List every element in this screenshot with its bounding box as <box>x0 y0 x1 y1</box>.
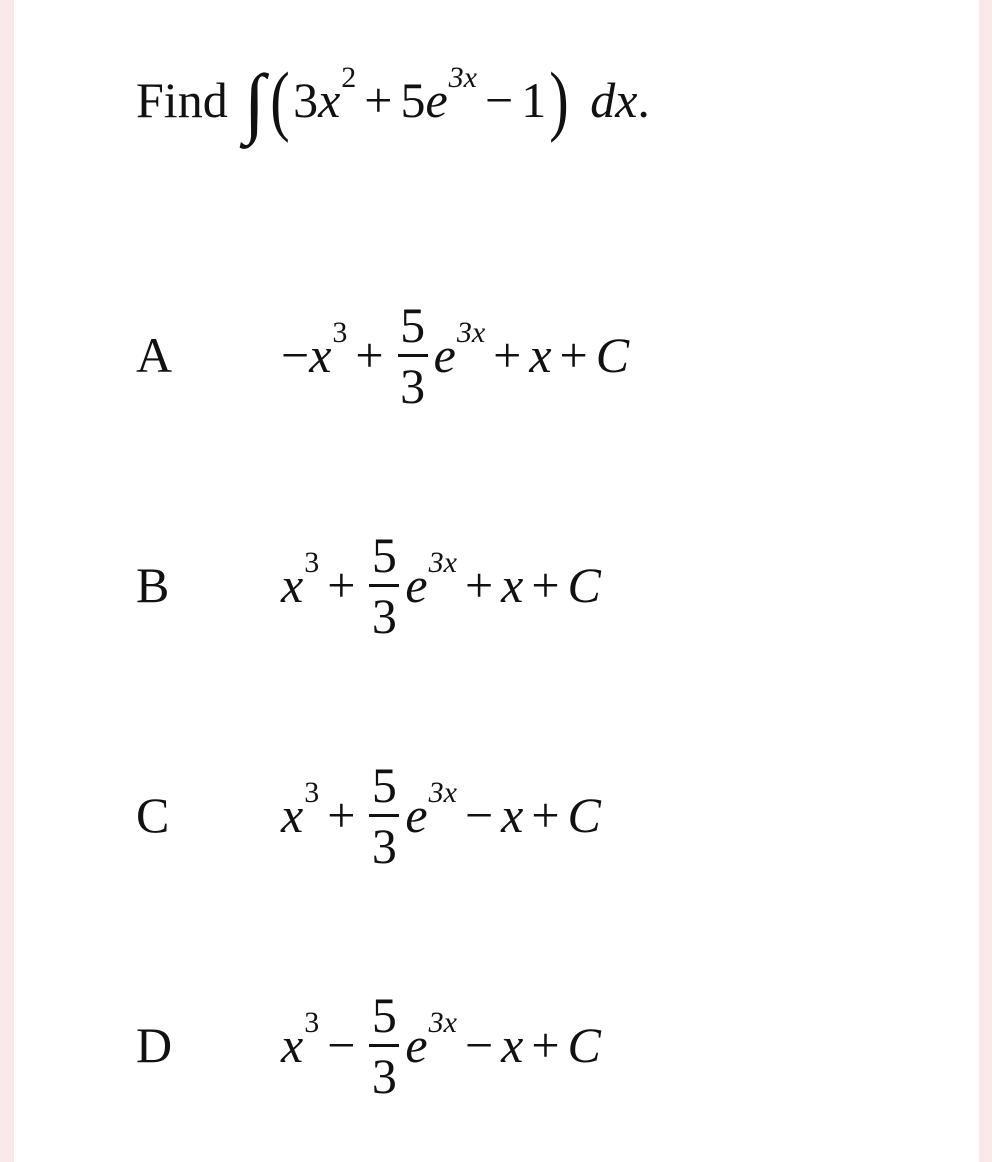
option-expression <box>281 756 601 874</box>
fraction <box>369 986 399 1104</box>
operator-1: + <box>327 557 356 613</box>
cubic-variable: x <box>281 1017 304 1073</box>
option-letter: C <box>136 787 170 843</box>
exponential-base: e <box>405 787 428 843</box>
option-letter: B <box>136 557 170 613</box>
fraction <box>398 296 428 414</box>
term1-coefficient: 3 <box>293 72 319 128</box>
question-prefix: Find <box>136 72 228 128</box>
term2-base: e <box>425 72 448 128</box>
plus-operator: + <box>364 72 393 128</box>
option-d[interactable] <box>136 970 601 1120</box>
cubic-exponent: 3 <box>332 316 348 349</box>
exponential-base: e <box>405 557 428 613</box>
option-expression <box>281 986 601 1104</box>
operator-2: − <box>464 1017 494 1073</box>
differential: dx <box>590 72 638 128</box>
exponential-power: 3x <box>428 776 457 809</box>
cubic-variable: x <box>309 327 332 383</box>
integral-sign: ∫ <box>243 58 266 145</box>
fraction <box>369 756 399 874</box>
fraction-denominator: 3 <box>371 817 397 874</box>
term3-constant: 1 <box>521 72 547 128</box>
linear-variable: x <box>529 327 552 383</box>
question-period: . <box>637 72 650 128</box>
option-a[interactable] <box>136 280 629 430</box>
fraction-numerator: 5 <box>371 526 397 583</box>
operator-1: + <box>327 787 356 843</box>
linear-variable: x <box>501 1017 524 1073</box>
operator-3: + <box>559 327 588 383</box>
constant-of-integration: C <box>567 787 601 843</box>
operator-3: + <box>531 787 560 843</box>
operator-3: + <box>531 1017 560 1073</box>
operator-2: + <box>464 557 494 613</box>
option-b[interactable] <box>136 510 601 660</box>
cubic-variable: x <box>281 557 304 613</box>
lead-sign: − <box>281 327 310 383</box>
fraction-denominator: 3 <box>371 1047 397 1104</box>
open-paren: ( <box>270 56 290 143</box>
fraction-numerator: 5 <box>371 756 397 813</box>
constant-of-integration: C <box>595 327 630 383</box>
minus-operator: − <box>485 72 514 128</box>
term2-exponent: 3x <box>448 61 477 94</box>
exponential-power: 3x <box>456 316 486 349</box>
close-paren: ) <box>549 56 569 143</box>
operator-2: − <box>464 787 494 843</box>
exponential-power: 3x <box>428 546 457 579</box>
operator-1: + <box>355 327 384 383</box>
fraction-numerator: 5 <box>400 296 426 353</box>
cubic-variable: x <box>281 787 304 843</box>
cubic-exponent: 3 <box>304 776 320 809</box>
linear-variable: x <box>501 787 524 843</box>
option-c[interactable] <box>136 740 601 890</box>
option-letter: D <box>136 1017 173 1073</box>
fraction-denominator: 3 <box>400 357 426 414</box>
linear-variable: x <box>501 557 524 613</box>
constant-of-integration: C <box>567 1017 601 1073</box>
constant-of-integration: C <box>567 557 601 613</box>
fraction-numerator: 5 <box>371 986 397 1043</box>
option-expression <box>281 526 601 644</box>
fraction <box>369 526 399 644</box>
option-letter: A <box>136 327 173 383</box>
exponential-base: e <box>405 1017 428 1073</box>
term2-coefficient: 5 <box>400 72 426 128</box>
fraction-denominator: 3 <box>371 587 397 644</box>
question-prompt <box>136 40 650 160</box>
cubic-exponent: 3 <box>304 1006 320 1039</box>
option-expression <box>281 296 630 414</box>
term1-exponent: 2 <box>341 61 357 94</box>
exponential-base: e <box>433 327 456 383</box>
exponential-power: 3x <box>428 1006 457 1039</box>
operator-2: + <box>493 327 522 383</box>
question-card <box>14 0 979 1162</box>
operator-3: + <box>531 557 560 613</box>
operator-1: − <box>327 1017 356 1073</box>
term1-variable: x <box>318 72 341 128</box>
cubic-exponent: 3 <box>304 546 320 579</box>
